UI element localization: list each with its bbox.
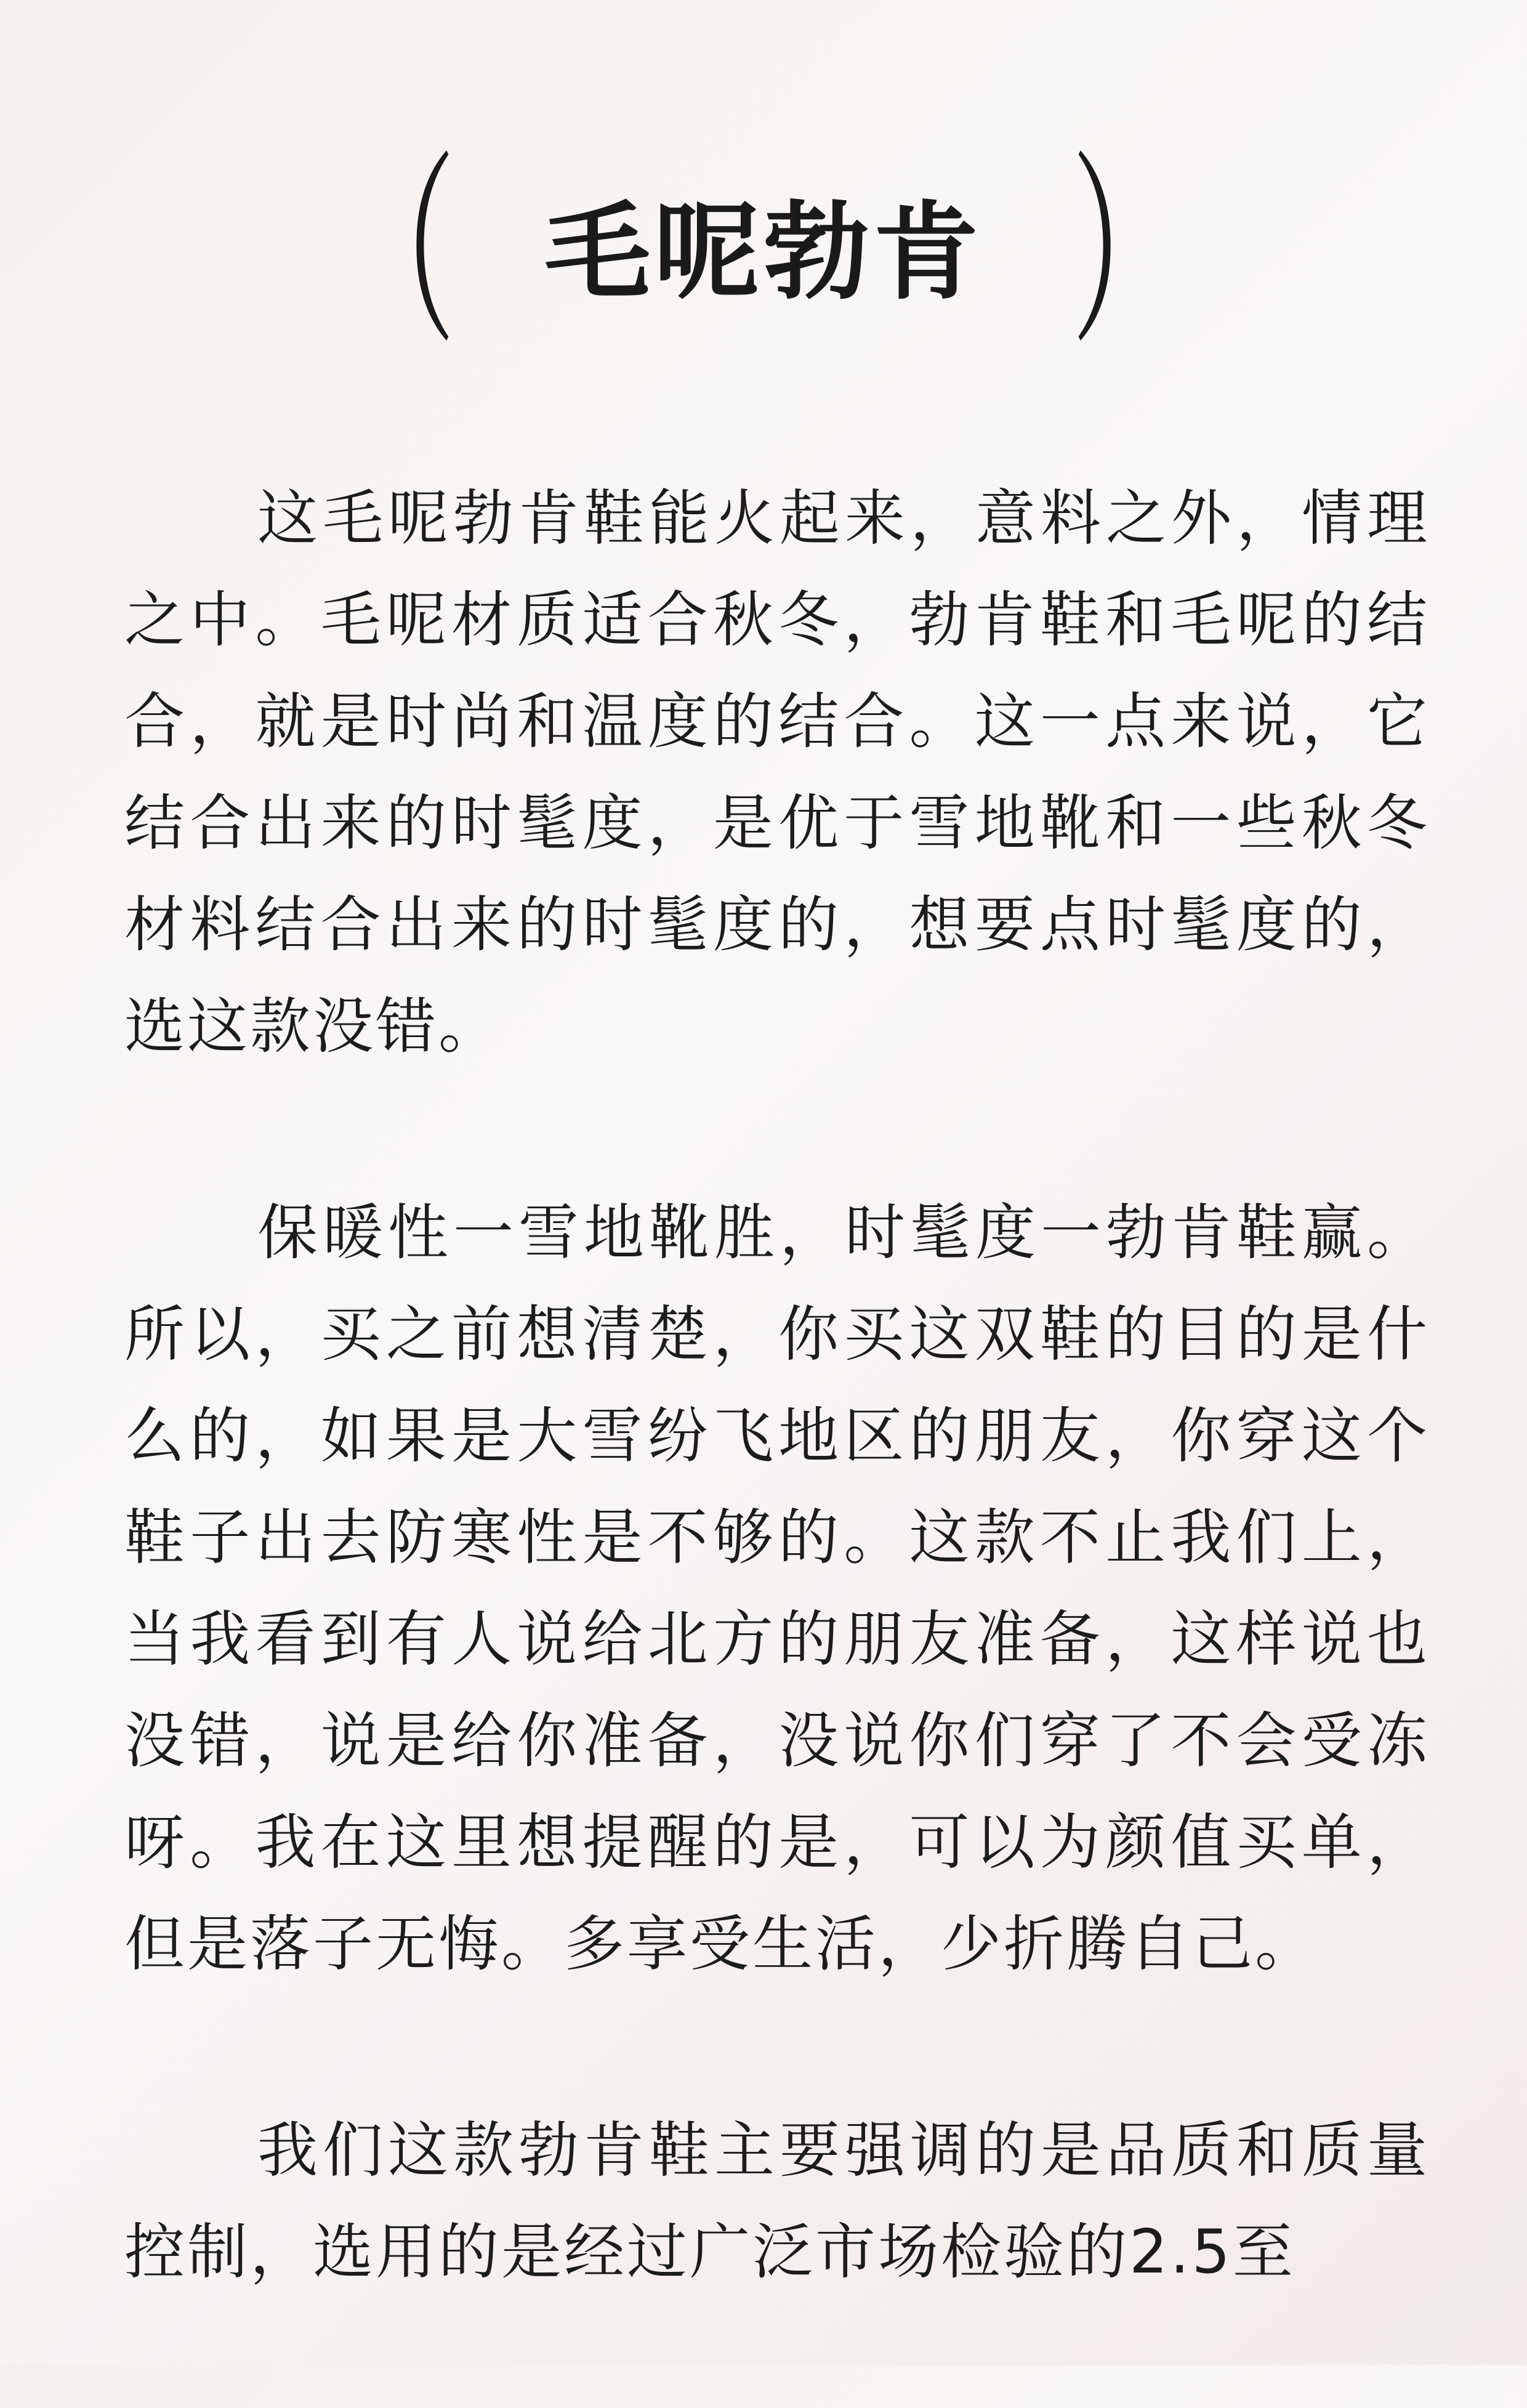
page-title: 毛呢勃肯: [544, 190, 983, 314]
paragraph-2: 保暖性一雪地靴胜，时髦度一勃肯鞋赢。所以，买之前想清楚，你买这双鞋的目的是什么的，如果是大雪纷飞地区的朋友，你穿这个鞋子出去防寒性是不够的。这款不止我们上，当我看到有人说给北方的朋友准备，这样说也没错，说是给你准备，没说你们穿了不会受冻呀。我在这里想提醒的是，可以为颜值买单，但是落子无悔。多享受生活，少折腾自己。: [124, 1198, 1430, 1979]
article-body: [124, 468, 1430, 2408]
title-open-paren: （: [344, 134, 456, 371]
paragraph-1: 这毛呢勃肯鞋能火起来，意料之外，情理之中。毛呢材质适合秋冬，勃肯鞋和毛呢的结合，就是时尚和温度的结合。这一点来说，它结合出来的时髦度，是优于雪地靴和一些秋冬材料结合出来的时髦度的，想要点时髦度的，选这款没错。: [124, 483, 1430, 1062]
title-heading: [0, 135, 1527, 370]
title-close-paren: ）: [1071, 134, 1183, 371]
paragraph-3: 我们这款勃肯鞋主要强调的是品质和质量控制，选用的是经过广泛市场检验的2.5至: [124, 2115, 1430, 2287]
